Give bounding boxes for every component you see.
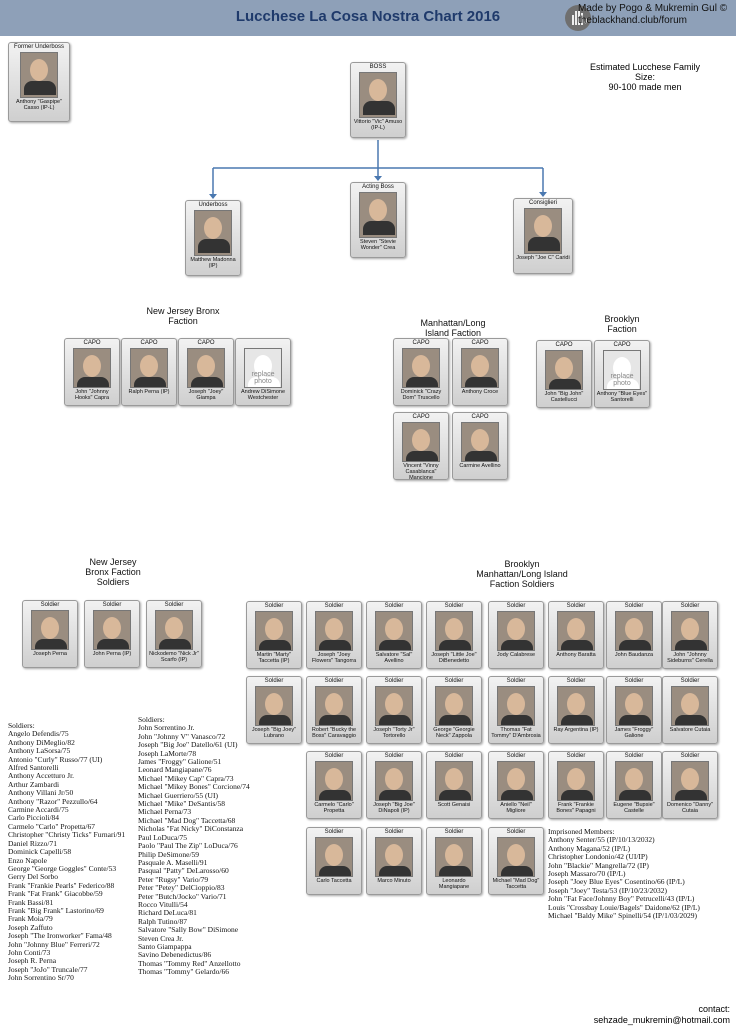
portrait-photo bbox=[375, 837, 413, 877]
portrait-photo bbox=[497, 761, 535, 801]
list-item: John Sorrentino Sr/70 bbox=[8, 973, 74, 983]
member-card[interactable] bbox=[488, 601, 544, 669]
card-name: John "Johnny Sideburns" Cerella bbox=[667, 652, 713, 664]
list-item: Michael "Mike" DeSantis/58 bbox=[138, 799, 225, 809]
member-card[interactable] bbox=[662, 601, 718, 669]
list-item: Thomas "Tommy Red" Anzellotto bbox=[138, 958, 241, 968]
size-note-line-3: 90-100 made men bbox=[608, 82, 682, 92]
card-role: CAPO bbox=[83, 340, 101, 346]
card-role: CAPO bbox=[555, 342, 573, 348]
card-name: Joseph "Joey" Giampa bbox=[188, 389, 224, 401]
card-name: Andrew DiSimone Westchester bbox=[240, 389, 286, 401]
card-role: Soldier bbox=[444, 753, 464, 759]
list-item: Carmine Accardi/75 bbox=[8, 805, 69, 815]
member-card[interactable] bbox=[548, 601, 604, 669]
list-item: John Conti/73 bbox=[8, 947, 51, 957]
card-role: CAPO bbox=[412, 414, 430, 420]
member-card[interactable] bbox=[426, 601, 482, 669]
list-item: Rocco Vitulli/54 bbox=[138, 899, 188, 909]
card-name: James "Froggy" Galione bbox=[614, 727, 654, 739]
list-item: Joseph "Joey Blue Eyes" Cosentino/66 (IP/L) bbox=[548, 877, 685, 887]
card-role: Consiglieri bbox=[528, 200, 557, 206]
list-item: Antonio "Curly" Russo/77 (UI) bbox=[8, 754, 103, 764]
card-name: John Baudanza bbox=[614, 652, 654, 658]
card-role: CAPO bbox=[471, 414, 489, 420]
card-role: CAPO bbox=[613, 342, 631, 348]
imprisoned-list bbox=[548, 828, 730, 920]
card-name: Marco Minuto bbox=[377, 878, 411, 884]
portrait-photo bbox=[130, 348, 168, 388]
list-item: James "Froggy" Galione/51 bbox=[138, 757, 222, 767]
faction-title-nj-bronx: New Jersey Bronx Faction bbox=[146, 306, 220, 326]
member-card[interactable] bbox=[548, 751, 604, 819]
member-card[interactable] bbox=[488, 751, 544, 819]
portrait-photo bbox=[435, 837, 473, 877]
list-item: Joseph "Big Joe" Datello/61 (UI) bbox=[138, 740, 238, 750]
list-item: Anthony DiMeglio/82 bbox=[8, 737, 75, 747]
list-item: Joseph "Joey" Testa/53 (IP/10/23/2032) bbox=[548, 885, 667, 895]
list-item: Joseph Massaro/70 (IP/L) bbox=[548, 869, 626, 879]
member-card[interactable] bbox=[366, 751, 422, 819]
card-name: Carlo Taccetta bbox=[316, 878, 352, 884]
list-item: Nicholas "Fat Nicky" DiConstanza bbox=[138, 824, 244, 834]
family-size-note bbox=[580, 62, 710, 92]
member-card[interactable] bbox=[366, 827, 422, 895]
size-note-line-2: Size: bbox=[634, 72, 655, 82]
list-item: Paul LoDuca/75 bbox=[138, 832, 187, 842]
card-name: Robert "Bucky the Boss" Caravaggio bbox=[311, 727, 357, 739]
list-item: Christopher "Christy Ticks" Furnari/91 bbox=[8, 830, 126, 840]
placeholder-text: replace photo bbox=[251, 371, 275, 385]
card-role: Soldier bbox=[566, 753, 586, 759]
credit-line-1: Made by Pogo & Mukremin Gul © bbox=[578, 3, 728, 14]
card-role: Soldier bbox=[506, 829, 526, 835]
page-title: Lucchese La Cosa Nostra Chart 2016 bbox=[235, 8, 501, 25]
portrait-photo bbox=[671, 686, 709, 726]
card-role: Soldier bbox=[40, 602, 60, 608]
card-role: Soldier bbox=[506, 603, 526, 609]
portrait-photo bbox=[497, 611, 535, 651]
card-name: Leonardo Mangiapane bbox=[438, 878, 470, 890]
list-item: Peter "Petey" DelCioppio/83 bbox=[138, 883, 225, 893]
list-item: Frank Moia/79 bbox=[8, 914, 53, 924]
portrait-photo bbox=[375, 686, 413, 726]
list-item: Richard DeLuca/81 bbox=[138, 908, 197, 918]
size-note-line-1: Estimated Lucchese Family bbox=[589, 62, 701, 72]
card-name: Salvatore "Sal" Avellino bbox=[375, 652, 413, 664]
card-name: Joseph "Big Joey" Lubrano bbox=[251, 727, 297, 739]
card-name: Anthony "Blue Eyes" Santorelli bbox=[596, 391, 648, 403]
portrait-photo bbox=[73, 348, 111, 388]
list-item: Pasqual "Patty" DeLarosso/60 bbox=[138, 866, 229, 876]
card-name: Nickodemo "Nick Jr" Scarfo (IP) bbox=[149, 651, 199, 663]
card-role: Soldier bbox=[680, 753, 700, 759]
faction-title-brooklyn-soldiers: Brooklyn Manhattan/Long Island Faction Soldiers bbox=[476, 559, 568, 589]
card-role: Soldier bbox=[566, 678, 586, 684]
list-item: Arthur Zambardi bbox=[8, 779, 60, 789]
list-item: George "George Goggles" Conte/53 bbox=[8, 863, 117, 873]
list-item: Savino Debenedictus/86 bbox=[138, 950, 212, 960]
list-item: John "Blackie" Mangrella/72 (IP) bbox=[548, 860, 649, 870]
card-role: Soldier bbox=[624, 603, 644, 609]
member-card[interactable] bbox=[84, 600, 140, 668]
placeholder-photo bbox=[244, 348, 282, 388]
portrait-photo bbox=[497, 837, 535, 877]
list-item: Thomas "Tommy" Gelardo/66 bbox=[138, 967, 229, 977]
card-name: Dominick "Crazy Dom" Truscello bbox=[400, 389, 442, 401]
card-name: Vittorio "Vic" Amuso (IP-L) bbox=[353, 119, 403, 131]
card-role: Soldier bbox=[384, 603, 404, 609]
list-heading: Soldiers: bbox=[8, 721, 35, 730]
member-card[interactable] bbox=[306, 751, 362, 819]
card-name: John Perna (IP) bbox=[92, 651, 132, 657]
card-role: Soldier bbox=[680, 603, 700, 609]
portrait-photo bbox=[20, 52, 58, 98]
portrait-photo bbox=[671, 611, 709, 651]
card-boss[interactable] bbox=[350, 62, 406, 138]
list-item: Frank "Frankie Pearls" Federico/88 bbox=[8, 880, 115, 890]
portrait-photo bbox=[435, 611, 473, 651]
portrait-photo bbox=[524, 208, 562, 254]
portrait-photo bbox=[315, 686, 353, 726]
card-name: Carmine Avellino bbox=[459, 463, 501, 469]
card-role: Soldier bbox=[506, 753, 526, 759]
member-card[interactable] bbox=[366, 601, 422, 669]
list-item: Anthony LaSorsa/75 bbox=[8, 746, 71, 756]
member-card[interactable] bbox=[246, 601, 302, 669]
list-item: Michael "Mikey Bones" Corcione/74 bbox=[138, 782, 250, 792]
list-item: Frank "Big Frank" Lastorino/69 bbox=[8, 905, 104, 915]
card-name: Vincent "Vinny Casablanca" Mancione bbox=[403, 463, 439, 481]
card-underboss[interactable] bbox=[185, 200, 241, 276]
list-item: Joseph R. Perna bbox=[8, 956, 57, 966]
card-name: Steven "Stevie Wonder" Crea bbox=[360, 239, 396, 251]
card-name: Anthony Croce bbox=[461, 389, 499, 395]
portrait-photo bbox=[461, 422, 499, 462]
list-item: Joseph Zaffuto bbox=[8, 922, 53, 932]
portrait-photo bbox=[194, 210, 232, 256]
list-item: Daniel Rizzo/71 bbox=[8, 838, 57, 848]
card-role: Soldier bbox=[444, 829, 464, 835]
card-role: Soldier bbox=[324, 753, 344, 759]
list-item: Anthony Villani Jr/50 bbox=[8, 788, 74, 798]
list-item: Salvatore "Sally Bow" DiSimone bbox=[138, 925, 239, 935]
card-name: Carmelo "Carlo" Propetta bbox=[314, 802, 354, 814]
list-item: Michael "Baldy Mike" Spinelli/54 (IP/1/03/2029) bbox=[548, 911, 698, 921]
card-role: Soldier bbox=[324, 829, 344, 835]
member-card[interactable] bbox=[366, 676, 422, 744]
portrait-photo bbox=[187, 348, 225, 388]
list-item: John "Fat Face/Johnny Boy" Petrucelli/43 (IP/L) bbox=[548, 894, 695, 904]
card-role: CAPO bbox=[197, 340, 215, 346]
card-role: Soldier bbox=[384, 829, 404, 835]
list-item: Alfred Santorelli bbox=[8, 763, 59, 773]
portrait-photo bbox=[497, 686, 535, 726]
card-role bbox=[236, 339, 290, 347]
portrait-photo bbox=[671, 761, 709, 801]
member-card[interactable] bbox=[22, 600, 78, 668]
card-acting-boss[interactable] bbox=[350, 182, 406, 258]
list-item: Louis "Crossbay Louie/Bagels" Daidone/62 (IP/L) bbox=[548, 902, 700, 912]
soldiers-list-1 bbox=[8, 722, 140, 983]
member-card[interactable] bbox=[426, 827, 482, 895]
card-role: Soldier bbox=[566, 603, 586, 609]
card-consigliere[interactable] bbox=[513, 198, 573, 274]
portrait-photo bbox=[435, 761, 473, 801]
portrait-photo bbox=[557, 611, 595, 651]
placeholder-photo bbox=[603, 350, 641, 390]
card-name: Joseph "Big Joe" DiNapoli (IP) bbox=[373, 802, 415, 814]
card-role: BOSS bbox=[369, 64, 387, 70]
member-card[interactable] bbox=[306, 676, 362, 744]
portrait-photo bbox=[255, 611, 293, 651]
card-name: Anthony Baratta bbox=[556, 652, 596, 658]
member-card[interactable] bbox=[121, 338, 177, 406]
card-name: Thomas "Fat Tommy" D'Ambrosia bbox=[491, 727, 541, 739]
list-item: John "Johnny Blue" Ferreri/72 bbox=[8, 939, 100, 949]
card-name: Scott Genaisi bbox=[437, 802, 471, 808]
portrait-photo bbox=[315, 761, 353, 801]
faction-title-nj-bronx-soldiers: New Jersey Bronx Faction Soldiers bbox=[85, 557, 141, 587]
card-name: John "Johnny Hooks" Capra bbox=[74, 389, 110, 401]
credit-line-2[interactable]: theblackhand.club/forum bbox=[578, 15, 687, 26]
card-role: Soldier bbox=[264, 678, 284, 684]
list-item: Joseph "The Ironworker" Fama/48 bbox=[8, 931, 112, 941]
card-name: Michael "Mad Dog" Taccetta bbox=[492, 878, 540, 890]
portrait-photo bbox=[93, 610, 131, 650]
card-name: Martin "Marty" Taccetta (IP) bbox=[256, 652, 292, 664]
portrait-photo bbox=[155, 610, 193, 650]
faction-title-brooklyn: Brooklyn Faction bbox=[604, 314, 640, 334]
list-item: Frank Bassi/81 bbox=[8, 897, 54, 907]
member-card[interactable] bbox=[606, 676, 662, 744]
list-item: Leonard Mangiapane/76 bbox=[138, 765, 212, 775]
list-heading: Imprisoned Members: bbox=[548, 827, 615, 836]
card-name: George "Georgie Neck" Zappola bbox=[433, 727, 475, 739]
list-item: Joseph "JoJo" Truncale/77 bbox=[8, 964, 88, 974]
portrait-photo bbox=[31, 610, 69, 650]
card-role: Former Underboss bbox=[13, 44, 64, 50]
card-name: Salvatore Cutaia bbox=[669, 727, 711, 733]
card-role: Soldier bbox=[624, 753, 644, 759]
list-item: Dominick Capelli/58 bbox=[8, 847, 72, 857]
list-item: Santo Giampappa bbox=[138, 941, 192, 951]
card-name: Anthony "Gaspipe" Casso (IP-L) bbox=[15, 99, 63, 111]
portrait-photo bbox=[461, 348, 499, 388]
card-role: Soldier bbox=[680, 678, 700, 684]
card-role: Soldier bbox=[384, 753, 404, 759]
member-card[interactable] bbox=[662, 751, 718, 819]
contact-email[interactable]: sehzade_mukremin@hotmail.com bbox=[593, 1015, 730, 1025]
member-card[interactable] bbox=[594, 340, 650, 408]
member-card[interactable] bbox=[536, 340, 592, 408]
card-role: Soldier bbox=[324, 603, 344, 609]
card-role: Acting Boss bbox=[362, 184, 394, 190]
portrait-photo bbox=[359, 72, 397, 118]
member-card[interactable] bbox=[235, 338, 291, 406]
member-card[interactable] bbox=[306, 601, 362, 669]
card-name: Joseph Perna bbox=[33, 651, 67, 657]
member-card[interactable] bbox=[178, 338, 234, 406]
member-card[interactable] bbox=[548, 676, 604, 744]
card-name: Eugene "Bupsie" Castelle bbox=[613, 802, 655, 814]
member-card[interactable] bbox=[146, 600, 202, 668]
portrait-photo bbox=[402, 348, 440, 388]
portrait-photo bbox=[557, 686, 595, 726]
list-item: Ralph Tutino/87 bbox=[138, 916, 187, 926]
card-role: Soldier bbox=[444, 603, 464, 609]
card-role: CAPO bbox=[140, 340, 158, 346]
card-role: Soldier bbox=[102, 602, 122, 608]
list-heading: Soldiers: bbox=[138, 715, 165, 724]
member-card[interactable] bbox=[662, 676, 718, 744]
card-role: Soldier bbox=[164, 602, 184, 608]
member-card[interactable] bbox=[488, 676, 544, 744]
card-name: Joseph "Torty Jr" Tortorello bbox=[373, 727, 415, 739]
portrait-photo bbox=[545, 350, 583, 390]
list-item: Michael "Mikey Cap" Capra/73 bbox=[138, 773, 234, 783]
card-role: CAPO bbox=[471, 340, 489, 346]
list-item: Steven Crea Jr. bbox=[138, 933, 184, 943]
list-item: Carlo Piccioli/84 bbox=[8, 813, 60, 823]
portrait-photo bbox=[375, 761, 413, 801]
card-role: Soldier bbox=[264, 603, 284, 609]
list-item: Anthony "Razor" Pezzullo/64 bbox=[8, 796, 98, 806]
portrait-photo bbox=[402, 422, 440, 462]
card-name: Joseph "Joe C" Caridi bbox=[516, 255, 570, 261]
member-card[interactable] bbox=[426, 676, 482, 744]
card-name: Ralph Perna (IP) bbox=[128, 389, 170, 395]
list-item: Anthony Accetturo Jr. bbox=[8, 771, 75, 781]
card-role: Soldier bbox=[324, 678, 344, 684]
list-item: Michael "Mad Dog" Taccetta/68 bbox=[138, 815, 236, 825]
card-role: Soldier bbox=[624, 678, 644, 684]
card-role: Soldier bbox=[384, 678, 404, 684]
portrait-photo bbox=[375, 611, 413, 651]
portrait-photo bbox=[615, 611, 653, 651]
list-item: Gerry Del Sorbo bbox=[8, 872, 58, 882]
list-item: Anthony Magana/52 (IP/L) bbox=[548, 843, 631, 853]
member-card[interactable] bbox=[64, 338, 120, 406]
member-card[interactable] bbox=[488, 827, 544, 895]
list-item: Pasquale A. Maselli/91 bbox=[138, 857, 208, 867]
card-role: CAPO bbox=[412, 340, 430, 346]
member-card[interactable] bbox=[452, 412, 508, 480]
card-name: Domenico "Danny" Cutaia bbox=[666, 802, 714, 814]
list-item: Peter "Rugsy" Vario/79 bbox=[138, 874, 209, 884]
contact-label: contact: bbox=[698, 1004, 730, 1014]
card-name: Jody Calabrese bbox=[496, 652, 536, 658]
list-item: Peter "Butch/Jocko" Vario/71 bbox=[138, 891, 227, 901]
portrait-photo bbox=[615, 761, 653, 801]
portrait-photo bbox=[435, 686, 473, 726]
portrait-photo bbox=[359, 192, 397, 238]
list-item: Frank "Fat Frank" Giacobbe/59 bbox=[8, 889, 103, 899]
list-item: Anthony Senter/55 (IP/10/13/2032) bbox=[548, 835, 655, 845]
soldiers-list-2 bbox=[138, 716, 278, 977]
card-former-underboss[interactable] bbox=[8, 42, 70, 122]
contact bbox=[560, 1004, 730, 1026]
card-name: Matthew Madonna (IP) bbox=[190, 257, 236, 269]
list-item: Paolo "Paul The Zip" LoDuca/76 bbox=[138, 841, 238, 851]
card-name: Ray Argentina (IP) bbox=[553, 727, 599, 733]
card-role: Soldier bbox=[506, 678, 526, 684]
list-item: John "Johnny V" Vanasco/72 bbox=[138, 731, 226, 741]
faction-title-manhattan: Manhattan/Long Island Faction bbox=[420, 318, 486, 338]
member-card[interactable] bbox=[393, 412, 449, 480]
list-item: Enzo Napole bbox=[8, 855, 47, 865]
list-item: John Sorrentino Jr. bbox=[138, 723, 195, 733]
member-card[interactable] bbox=[606, 751, 662, 819]
member-card[interactable] bbox=[306, 827, 362, 895]
card-name: Aniello "Neil" Migliore bbox=[500, 802, 532, 814]
list-item: Joseph LaMorte/78 bbox=[138, 748, 197, 758]
placeholder-text: replace photo bbox=[610, 373, 634, 387]
list-item: Philip DeSimone/59 bbox=[138, 849, 200, 859]
list-item: Angelo Defendis/75 bbox=[8, 729, 69, 739]
portrait-photo bbox=[615, 686, 653, 726]
list-item: Carmelo "Carlo" Propetta/67 bbox=[8, 821, 95, 831]
member-card[interactable] bbox=[393, 338, 449, 406]
portrait-photo bbox=[315, 611, 353, 651]
card-name: Frank "Frankie Bones" Papagni bbox=[556, 802, 596, 814]
card-name: Joseph "Little Joe" DiBenedetto bbox=[431, 652, 477, 664]
list-item: Michael Perna/73 bbox=[138, 807, 192, 817]
card-role: Underboss bbox=[198, 202, 228, 208]
member-card[interactable] bbox=[606, 601, 662, 669]
portrait-photo bbox=[315, 837, 353, 877]
member-card[interactable] bbox=[452, 338, 508, 406]
member-card[interactable] bbox=[426, 751, 482, 819]
list-item: Michael Guerriero/55 (UI) bbox=[138, 790, 218, 800]
card-name: Joseph "Joey Flowers" Tangorra bbox=[311, 652, 357, 664]
portrait-photo bbox=[557, 761, 595, 801]
card-name: John "Big John" Castellucci bbox=[544, 391, 584, 403]
list-item: Christopher Londonio/42 (UI/IP) bbox=[548, 852, 648, 862]
card-role: Soldier bbox=[444, 678, 464, 684]
